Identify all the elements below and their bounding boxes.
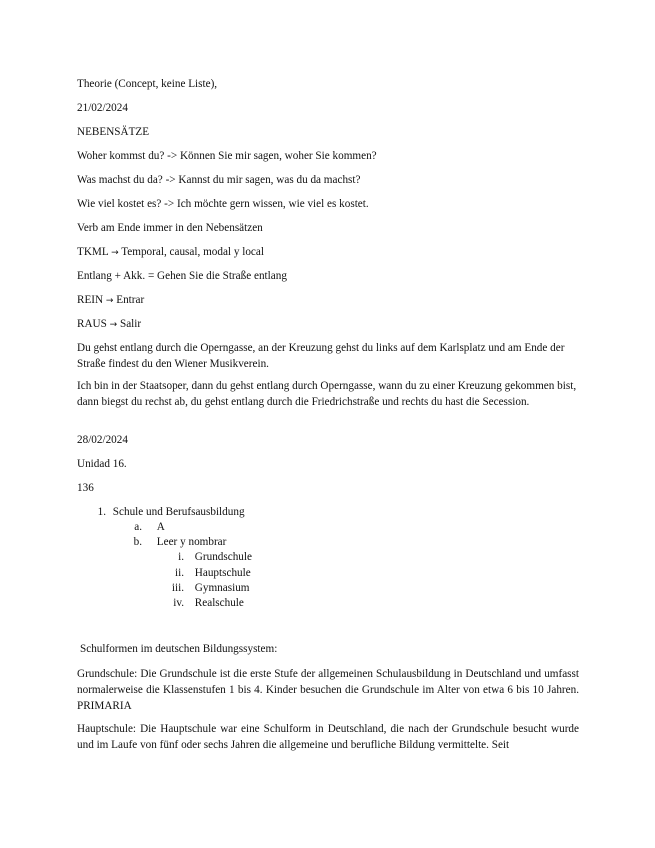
raus-meaning: Salir	[119, 318, 142, 330]
list-item	[122, 519, 165, 535]
list-text: Grundschule	[194, 551, 252, 563]
tkml-term: TKML	[77, 246, 109, 258]
rein-line	[77, 292, 579, 309]
arrow-right-icon: →	[105, 296, 114, 306]
doc-title: Theorie (Concept, keine Liste),	[77, 78, 218, 90]
list-marker: iii.	[171, 582, 184, 594]
hauptschule-paragraph: Hauptschule: Die Hauptschule war eine Schulform in Deutschland, die nach der Grundschule besucht wurde und im Laufe von fünf oder sechs Jahren die allgemeine und berufliche Bildung vermittelte. Seit	[77, 723, 579, 751]
verb-rule: Verb am Ende immer in den Nebensätzen	[77, 222, 263, 234]
list-text: Gymnasium	[194, 582, 250, 594]
unit-label: Unidad 16.	[77, 458, 127, 470]
grundschule-paragraph: Grundschule: Die Grundschule ist die erste Stufe der allgemeinen Schulausbildung in Deutschland und umfasst normalerweise die Klassenstufen 1 bis 4. Kinder besuchen die Grundschule im Alter von etwa 6 bis 10 Jahren. PRIMARIA	[77, 668, 579, 712]
entlang-rule: Entlang + Akk. = Gehen Sie die Straße entlang	[77, 270, 287, 282]
list-text: A	[156, 521, 165, 533]
raus-term: RAUS	[77, 318, 107, 330]
heading-nebensaetze: NEBENSÄTZE	[77, 126, 150, 138]
example-question-3: Wie viel kostet es? -> Ich möchte gern wissen, wie viel es kostet.	[77, 198, 369, 210]
example-question-1: Woher kommst du? -> Können Sie mir sagen, woher Sie kommen?	[77, 150, 377, 162]
tkml-line	[77, 244, 579, 261]
arrow-right-icon: →	[109, 320, 118, 330]
directions-paragraph-1: Du gehst entlang durch die Operngasse, an der Kreuzung gehst du links auf dem Karlsplatz und am Ende der Straße findest du den Wiener Musikverein.	[77, 342, 565, 370]
tkml-meaning: Temporal, causal, modal y local	[121, 246, 264, 258]
list-item	[82, 504, 245, 520]
directions-paragraph-2: Ich bin in der Staatsoper, dann du gehst entlang durch Operngasse, wann du zu einer Kreuzung gekommen bist, dann biegst du rechst ab, du gehst entlang durch die Friedrichstraße und rechts du hast die Secession.	[77, 380, 577, 408]
list-item	[160, 549, 252, 565]
arrow-right-icon: →	[111, 248, 119, 258]
list-item	[160, 580, 250, 596]
list-text: Schule und Berufsausbildung	[112, 506, 245, 518]
example-question-2: Was machst du da? -> Kannst du mir sagen, was du da machst?	[77, 174, 361, 186]
date-2: 28/02/2024	[77, 434, 128, 446]
page-number: 136	[77, 482, 94, 494]
list-item	[160, 565, 251, 581]
list-item	[122, 534, 226, 550]
date-1: 21/02/2024	[77, 102, 128, 114]
raus-line	[77, 316, 579, 333]
list-marker: ii.	[174, 567, 184, 579]
list-marker: 1.	[97, 506, 106, 518]
list-text: Leer y nombrar	[156, 536, 227, 548]
section-heading: Schulformen im deutschen Bildungssystem:	[80, 643, 278, 655]
rein-term: REIN	[77, 294, 104, 306]
list-marker: a.	[134, 521, 142, 533]
list-text: Realschule	[194, 597, 244, 609]
list-marker: b.	[133, 536, 142, 548]
list-marker: i.	[178, 551, 184, 563]
list-item	[160, 595, 244, 611]
list-text: Hauptschule	[194, 567, 251, 579]
rein-meaning: Entrar	[116, 294, 145, 306]
list-marker: iv.	[173, 597, 184, 609]
